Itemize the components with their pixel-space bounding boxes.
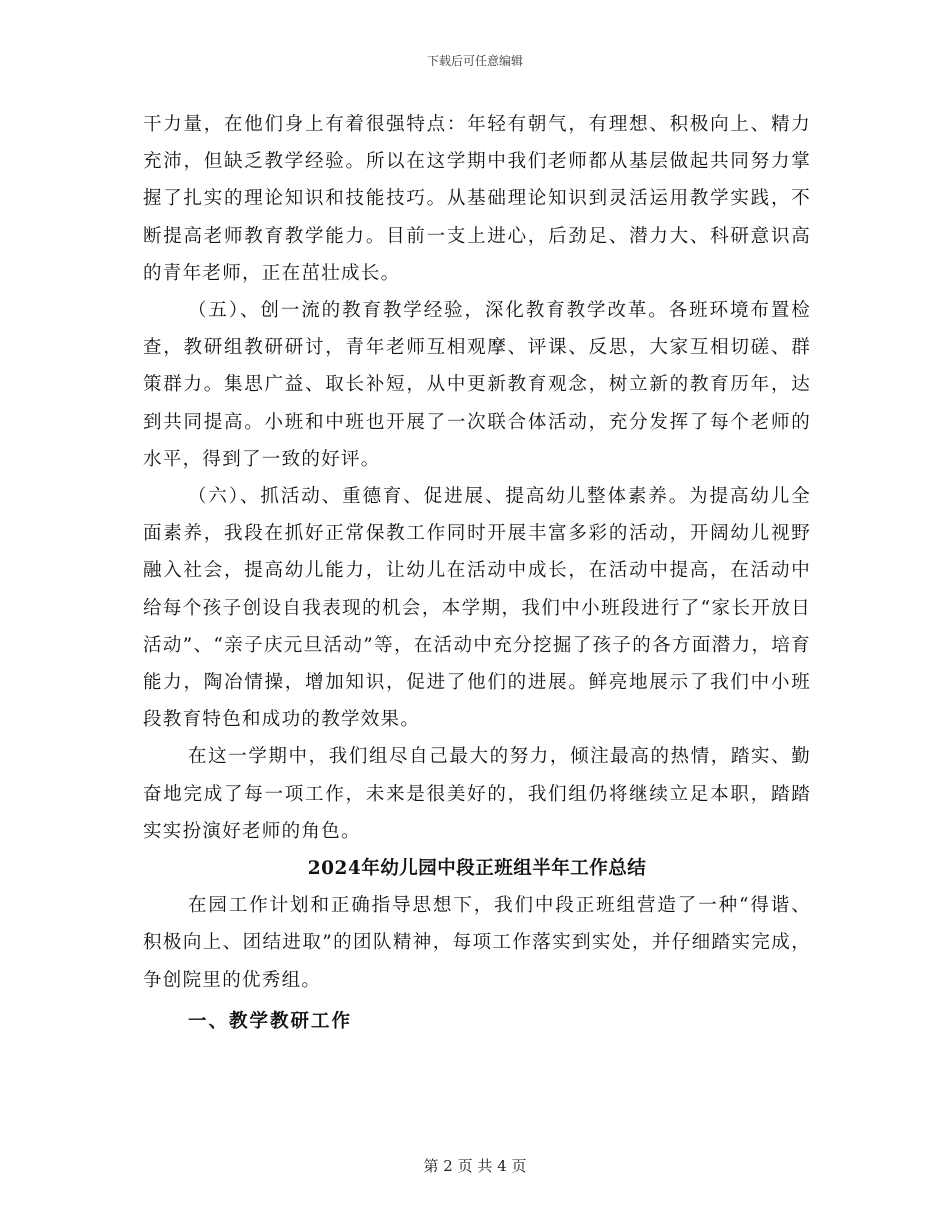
section-heading-teaching: 一、教学教研工作 bbox=[188, 1010, 353, 1032]
document-title: 2024年幼儿园中段正班组半年工作总结 bbox=[307, 858, 647, 880]
paragraph-five: （五）、创一流的教育教学经验，深化教育教学改革。各班环境布置检查，教研组教研研讨，青年老师互相观摩、评课、反思，大家互相切磋、群策群力。集思广益、取长补短，从中更新教育观念，树立新的教育历年，达到共同提高。小班和中班也开展了一次联合体活动，充分发挥了每个老师的水平，得到了一致的好评。 bbox=[143, 300, 811, 470]
page-header-note: 下载后可任意编辑 bbox=[426, 54, 523, 68]
page-number-footer: 第 2 页 共 4 页 bbox=[423, 1157, 527, 1175]
paragraph-continuation: 干力量，在他们身上有着很强特点：年轻有朝气，有理想、积极向上、精力充沛，但缺乏教学经验。所以在这学期中我们老师都从基层做起共同努力掌握了扎实的理论知识和技能技巧。从基础理论知识到灵活运用教学实践，不断提高老师教育教学能力。目前一支上进心，后劲足、潜力大、科研意识高的青年老师，正在茁壮成长。 bbox=[143, 114, 811, 284]
paragraph-intro: 在园工作计划和正确指导思想下，我们中段正班组营造了一种“得谐、积极向上、团结进取”的团队精神，每项工作落实到实处，并仔细踏实完成，争创院里的优秀组。 bbox=[143, 895, 811, 991]
document-body bbox=[143, 106, 811, 1040]
paragraph-six: （六）、抓活动、重德育、促进展、提高幼儿整体素养。为提高幼儿全面素养，我段在抓好正常保教工作同时开展丰富多彩的活动，开阔幼儿视野融入社会，提高幼儿能力，让幼儿在活动中成长，在活动中提高，在活动中给每个孩子创设自我表现的机会，本学期，我们中小班段进行了“家长开放日活动”、“亲子庆元旦活动”等，在活动中充分挖掘了孩子的各方面潜力，培育能力，陶冶情操，增加知识，促进了他们的进展。鲜亮地展示了我们中小班段教育特色和成功的教学效果。 bbox=[143, 486, 811, 731]
paragraph-conclusion: 在这一学期中，我们组尽自己最大的努力，倾注最高的热情，踏实、勤奋地完成了每一项工作，未来是很美好的，我们组仍将继续立足本职，踏踏实实扮演好老师的角色。 bbox=[143, 746, 811, 842]
